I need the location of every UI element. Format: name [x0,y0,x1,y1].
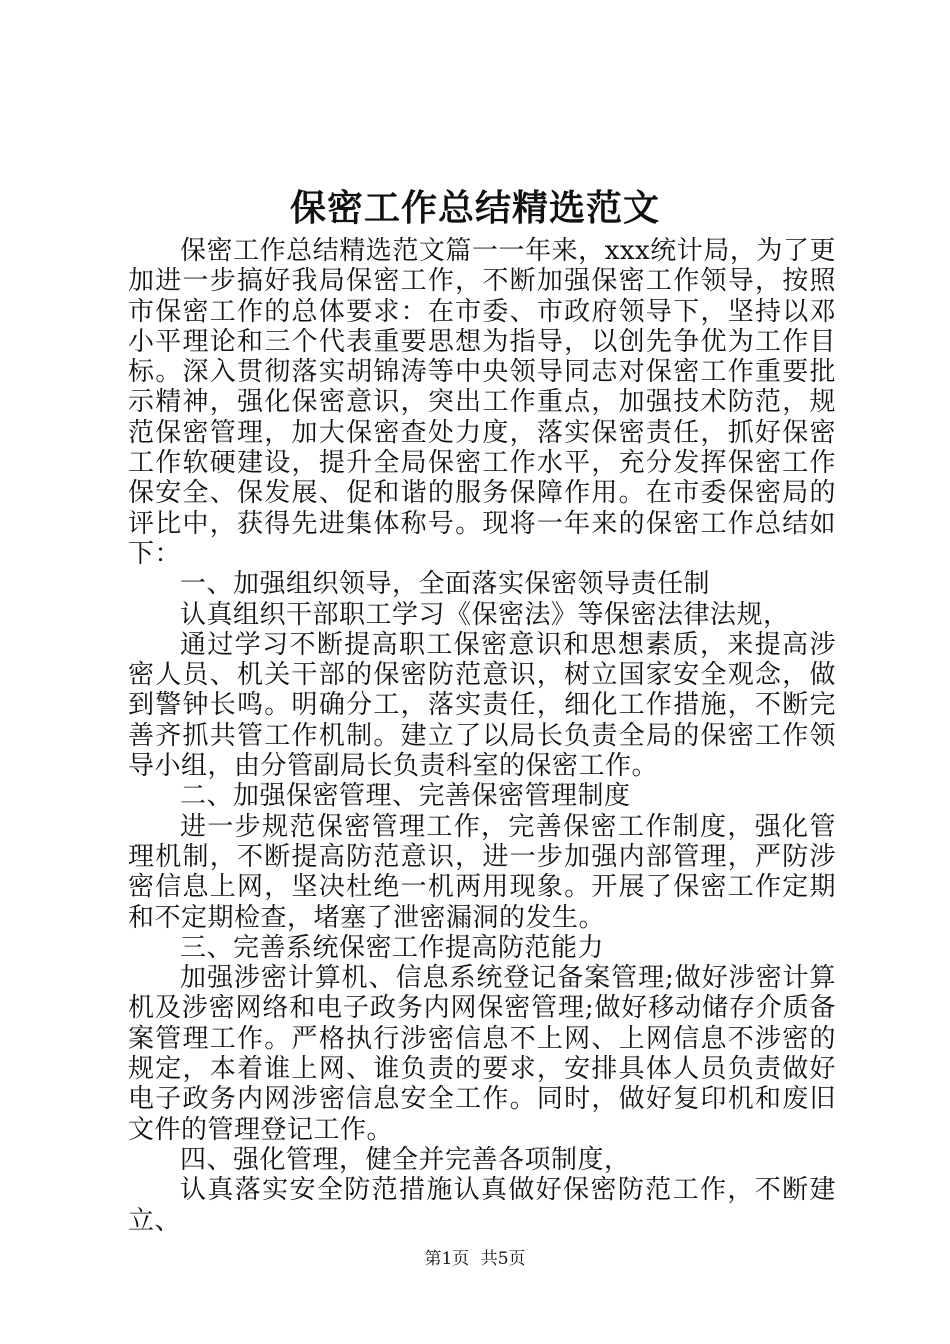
page-total: 共5页 [480,1249,526,1269]
paragraph-section-4: 认真落实安全防范措施认真做好保密防范工作，不断建立、 [128,1175,836,1236]
page-number: 第1页 [424,1249,470,1269]
page-footer [0,1247,950,1271]
paragraph-section-1a: 认真组织干部职工学习《保密法》等保密法律法规， [180,599,790,630]
paragraph-intro: 保密工作总结精选范文篇一一年来，xxx统计局，为了更加进一步搞好我局保密工作，不断加强保密工作领导，按照市保密工作的总体要求：在市委、市政府领导下，坚持以邓小平理论和三个代表重要思想为指导，以创先争优为工作目标。深入贯彻落实胡锦涛等中央领导同志对保密工作重要批示精神，强化保密意识，突出工作重点，加强技术防范，规范保密管理，加大保密查处力度，落实保密责任，抓好保密工作软硬建设，提升全局保密工作水平，充分发挥保密工作保安全、保发展、促和谐的服务保障作用。在市委保密局的评比中，获得先进集体称号。现将一年来的保密工作总结如下： [128,236,836,569]
paragraph-section-3: 加强涉密计算机、信息系统登记备案管理;做好涉密计算机及涉密网络和电子政务内网保密管理;做好移动储存介质备案管理工作。严格执行涉密信息不上网、上网信息不涉密的规定，本着谁上网、谁负责的要求，安排具体人员负责做好电子政务内网涉密信息安全工作。同时，做好复印机和废旧文件的管理登记工作。 [128,963,836,1145]
document-title: 保密工作总结精选范文 [289,187,660,229]
paragraph-section-1b: 通过学习不断提高职工保密意识和思想素质，来提高涉密人员、机关干部的保密防范意识，树立国家安全观念，做到警钟长鸣。明确分工，落实责任，细化工作措施，不断完善齐抓共管工作机制。建立了以局长负责全局的保密工作领导小组，由分管副局长负责科室的保密工作。 [128,629,836,782]
heading-section-2: 二、加强保密管理、完善保密管理制度 [180,781,631,812]
heading-section-4: 四、强化管理，健全并完善各项制度， [180,1144,631,1175]
paragraph-section-2: 进一步规范保密管理工作，完善保密工作制度，强化管理机制，不断提高防范意识，进一步加强内部管理，严防涉密信息上网，坚决杜绝一机两用现象。开展了保密工作定期和不定期检查，堵塞了泄密漏洞的发生。 [128,811,836,933]
document-body [128,236,836,1236]
heading-section-3: 三、完善系统保密工作提高防范能力 [180,932,605,963]
heading-section-1: 一、加强组织领导，全面落实保密领导责任制 [180,569,711,600]
